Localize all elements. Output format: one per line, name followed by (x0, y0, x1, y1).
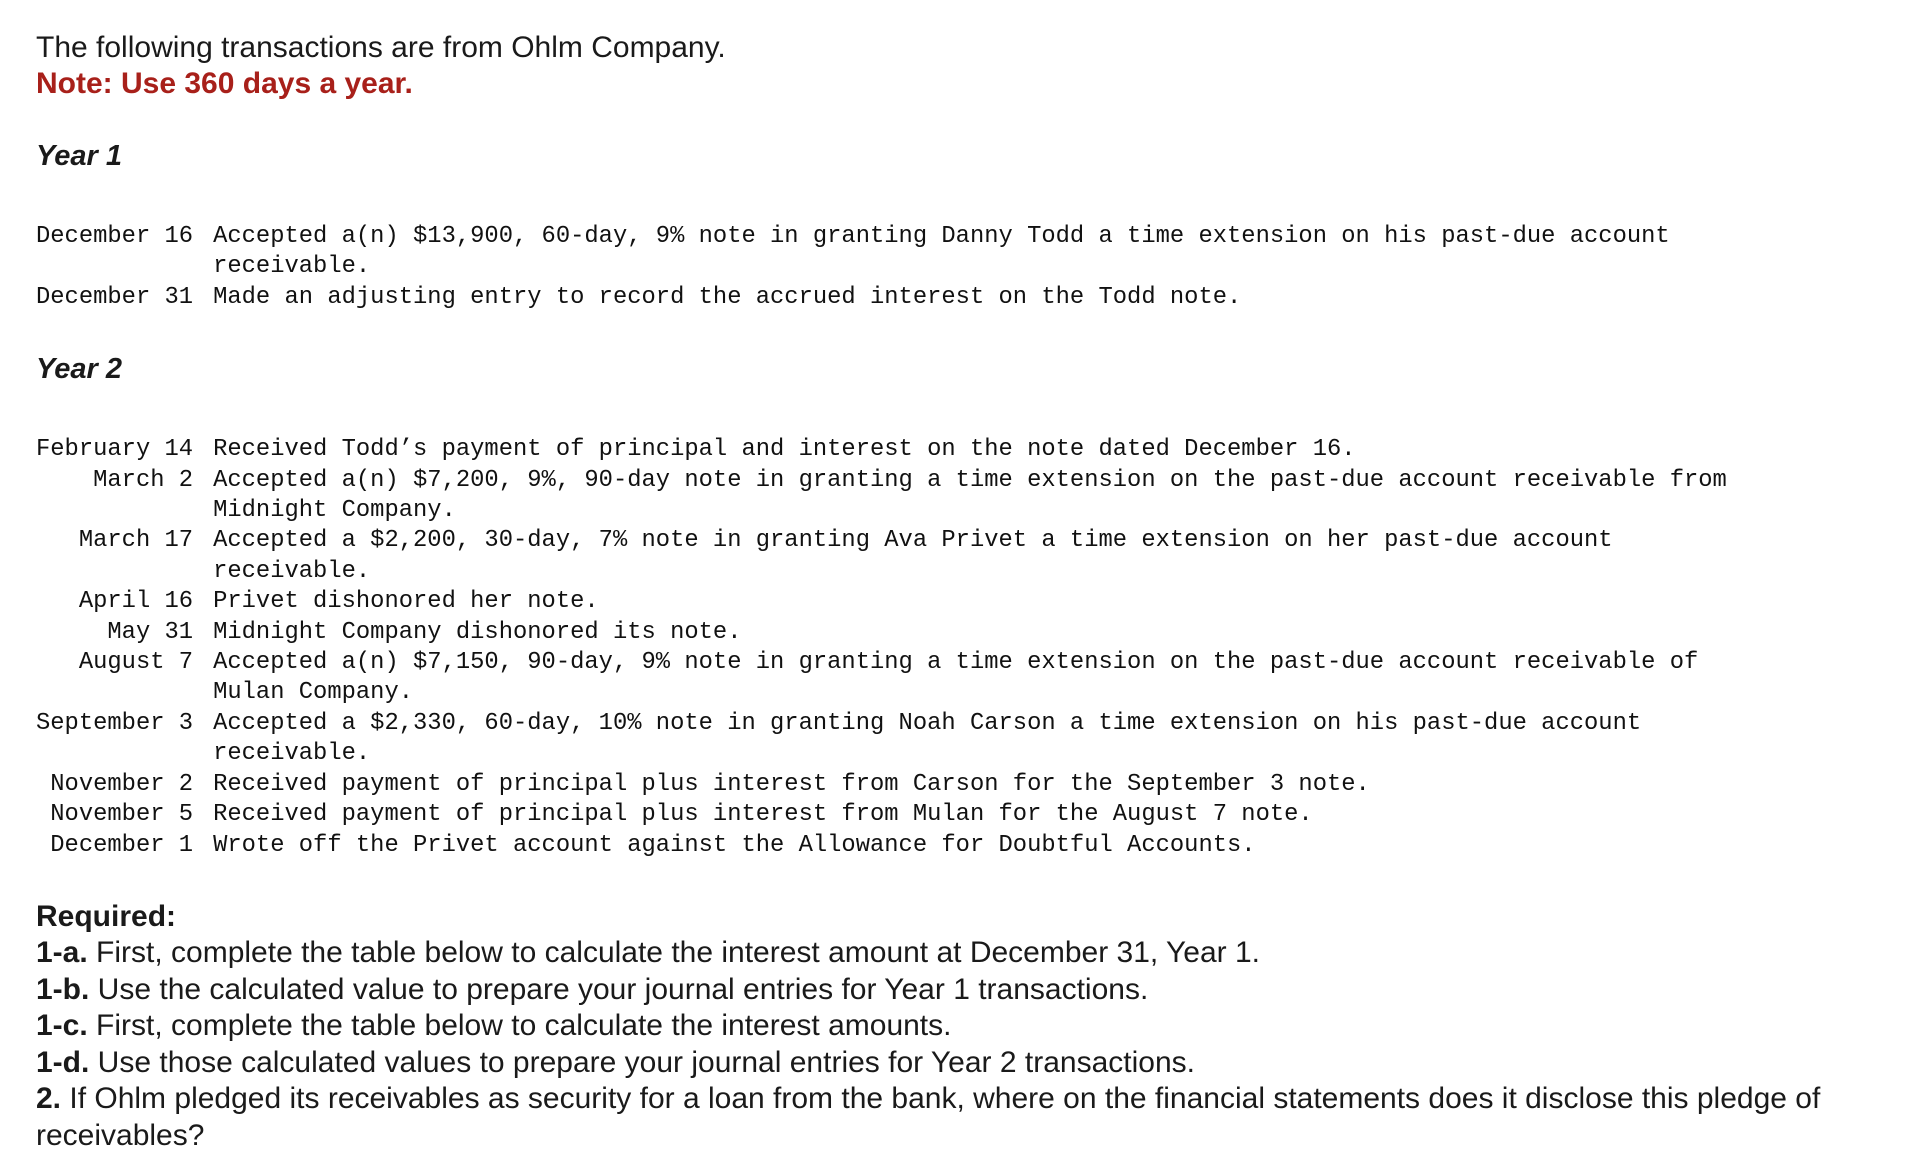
year2-transactions-table (36, 435, 1727, 861)
required-item-text: First, complete the table below to calculate the interest amount at December 31, Year 1. (87, 936, 1261, 970)
transaction-description: Accepted a(n) $13,900, 60-day, 9% note in granting Danny Todd a time extension on his past-due account receivable. (213, 223, 1670, 281)
required-item (36, 1045, 1896, 1082)
required-item (36, 1081, 1896, 1154)
required-item-text: First, complete the table below to calculate the interest amounts. (87, 1009, 952, 1043)
required-item-label: 2. (36, 1082, 62, 1116)
transaction-row (36, 831, 1727, 861)
transaction-description: Received payment of principal plus interest from Mulan for the August 7 note. (213, 801, 1313, 829)
transaction-row (36, 222, 1670, 283)
problem-statement (36, 30, 1896, 1154)
transaction-row (36, 800, 1727, 830)
transaction-row (36, 618, 1727, 648)
required-item-label: 1-d. (36, 1045, 90, 1079)
year1-transactions-table (36, 222, 1670, 313)
transaction-row (36, 435, 1727, 465)
transaction-date: August 7 (78, 649, 194, 677)
transaction-description: Received Todd’s payment of principal and interest on the note dated December 16. (213, 436, 1356, 464)
transaction-date: November 5 (50, 801, 194, 829)
transaction-description: Accepted a $2,330, 60-day, 10% note in granting Noah Carson a time extension on his past-due account receivable. (213, 709, 1642, 768)
year1-heading: Year 1 (36, 140, 122, 172)
year2-heading: Year 2 (36, 353, 122, 386)
required-item (36, 1008, 1896, 1045)
required-item (36, 935, 1896, 972)
transaction-date: September 3 (36, 709, 194, 737)
transaction-description: Accepted a(n) $7,200, 9%, 90-day note in granting a time extension on the past-due account receivable from Midnight Company. (213, 466, 1727, 525)
transaction-date: February 14 (36, 436, 194, 464)
required-item (36, 972, 1896, 1009)
transaction-row (36, 648, 1727, 709)
transaction-description: Made an adjusting entry to record the accrued interest on the Todd note. (213, 283, 1242, 311)
transaction-row (36, 709, 1727, 770)
required-item-text: Use the calculated value to prepare your journal entries for Year 1 transactions. (89, 972, 1149, 1006)
transaction-description: Wrote off the Privet account against the Allowance for Doubtful Accounts. (213, 831, 1256, 859)
required-item-text: If Ohlm pledged its receivables as security for a loan from the bank, where on the financial statements does it disclose this pledge of receivables? (36, 1082, 1821, 1152)
required-item-text: Use those calculated values to prepare your journal entries for Year 2 transactions. (89, 1045, 1195, 1079)
required-item-label: 1-a. (36, 936, 88, 970)
transaction-row (36, 526, 1727, 587)
transaction-date: December 31 (36, 283, 194, 311)
transaction-description: Privet dishonored her note. (213, 588, 599, 616)
transaction-date: May 31 (107, 618, 194, 646)
transaction-date: December 16 (36, 223, 194, 250)
transaction-description: Received payment of principal plus interest from Carson for the September 3 note. (213, 770, 1370, 798)
transaction-date: March 2 (93, 466, 194, 494)
transaction-description: Accepted a $2,200, 30-day, 7% note in granting Ava Privet a time extension on her past-due account receivable. (213, 527, 1613, 585)
transaction-date: March 17 (78, 527, 194, 555)
intro-text: The following transactions are from Ohlm Company. (36, 31, 726, 64)
transaction-row (36, 283, 1670, 313)
transaction-description: Accepted a(n) $7,150, 90-day, 9% note in granting a time extension on the past-due account receivable of Mulan Company. (213, 649, 1699, 707)
transaction-date: April 16 (78, 588, 194, 616)
transaction-description: Midnight Company dishonored its note. (213, 618, 742, 646)
required-item-label: 1-b. (36, 972, 90, 1006)
required-section (36, 899, 1896, 1155)
transaction-row (36, 587, 1727, 617)
transaction-row (36, 466, 1727, 527)
transaction-date: November 2 (50, 770, 194, 798)
required-heading: Required: (36, 899, 177, 933)
note-text: Note: Use 360 days a year. (36, 67, 413, 100)
transaction-row (36, 770, 1727, 800)
required-item-label: 1-c. (36, 1009, 88, 1043)
transaction-date: December 1 (50, 831, 194, 859)
